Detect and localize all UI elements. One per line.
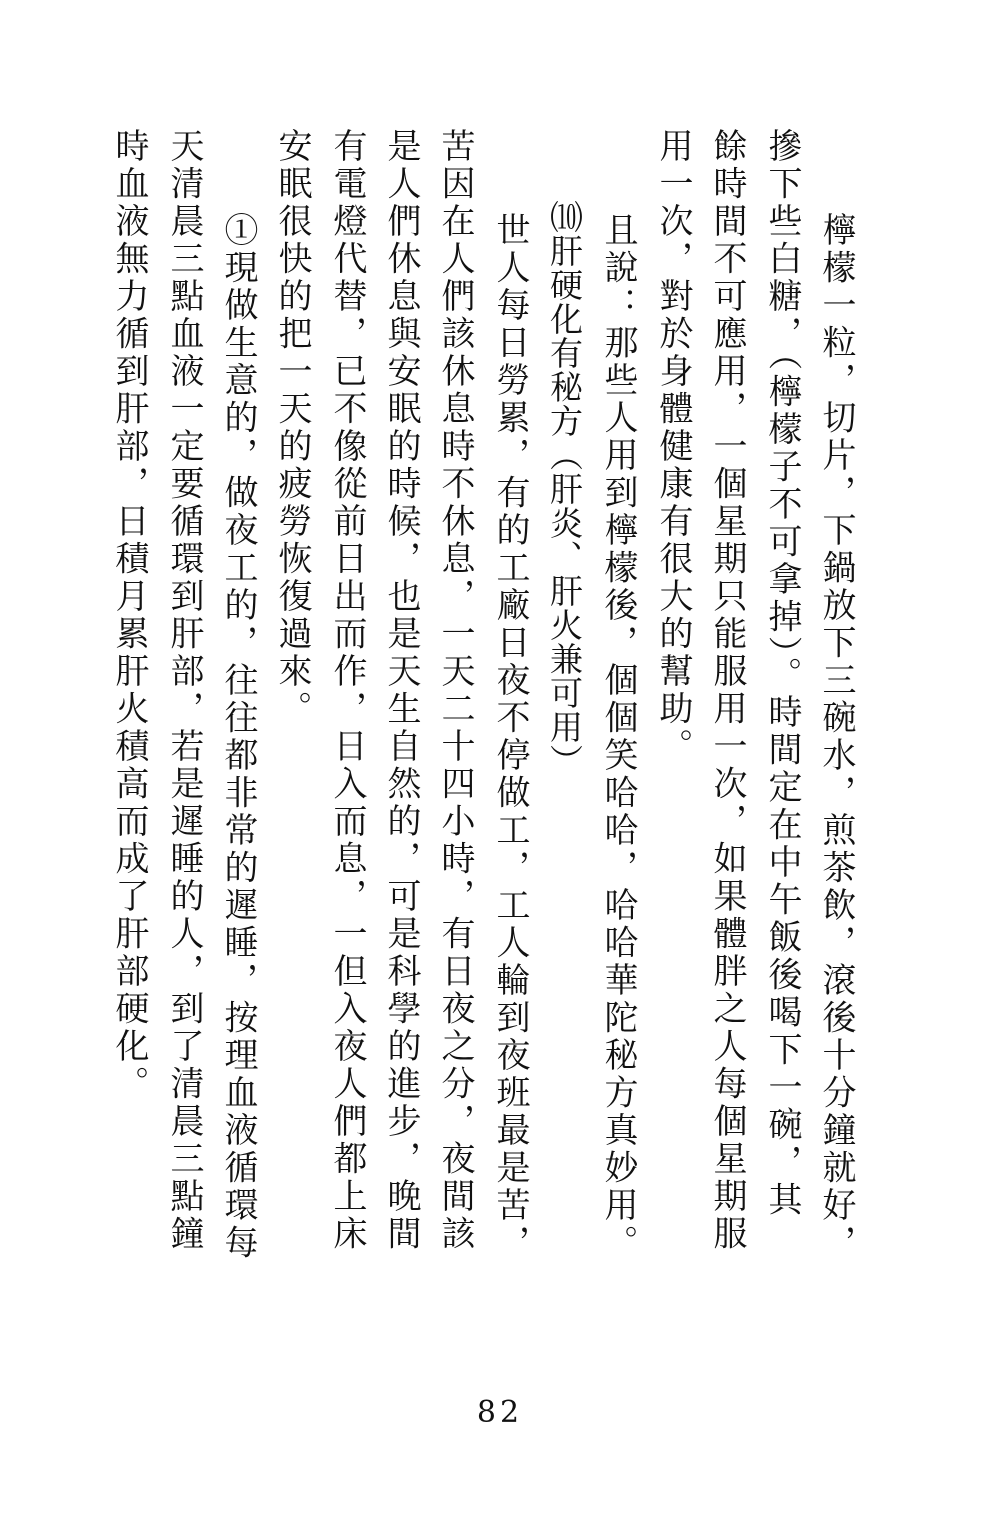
text-column-1: 檸檬一粒，切片，下鍋放下三碗水，煎茶飲，滾後十分鐘就好， xyxy=(816,212,856,1262)
text-column-2: 摻下些白糖，（檸檬子不可拿掉）。時間定在中午飯後喝下一碗，其 xyxy=(762,128,802,1219)
text-column-9: 是人們休息與安眠的時候，也是天生自然的，可是科學的進步，晚間 xyxy=(381,128,421,1253)
section-heading: ⑽肝硬化有秘方（肝炎、肝火兼可用） xyxy=(545,200,584,778)
page-number: 82 xyxy=(476,1395,524,1430)
text-column-4: 用一次，對於身體健康有很大的幫助。 xyxy=(653,128,693,766)
text-column-10: 有電燈代替，已不像從前日出而作，日入而息，一但入夜人們都上床 xyxy=(327,128,367,1253)
text-column-3: 餘時間不可應用，一個星期只能服用一次，如果體胖之人每個星期服 xyxy=(707,128,747,1253)
text-column-8: 苦因在人們該休息時不休息，一天二十四小時，有日夜之分，夜間該 xyxy=(435,128,475,1253)
text-column-11: 安眠很快的把一天的疲勞恢復過來。 xyxy=(272,128,312,728)
text-column-12: ①現做生意的，做夜工的，往往都非常的遲睡，按理血液循環每 xyxy=(218,212,258,1262)
text-column-13: 天清晨三點血液一定要循環到肝部，若是遲睡的人，到了清晨三點鐘 xyxy=(164,128,204,1253)
text-column-7: 世人每日勞累，有的工廠日夜不停做工，工人輪到夜班最是苦， xyxy=(490,212,530,1262)
text-column-5: 且說：那些人用到檸檬後，個個笑哈哈，哈哈華陀秘方真妙用。 xyxy=(598,212,638,1262)
text-column-14: 時血液無力循到肝部，日積月累肝火積高而成了肝部硬化。 xyxy=(109,128,149,1103)
